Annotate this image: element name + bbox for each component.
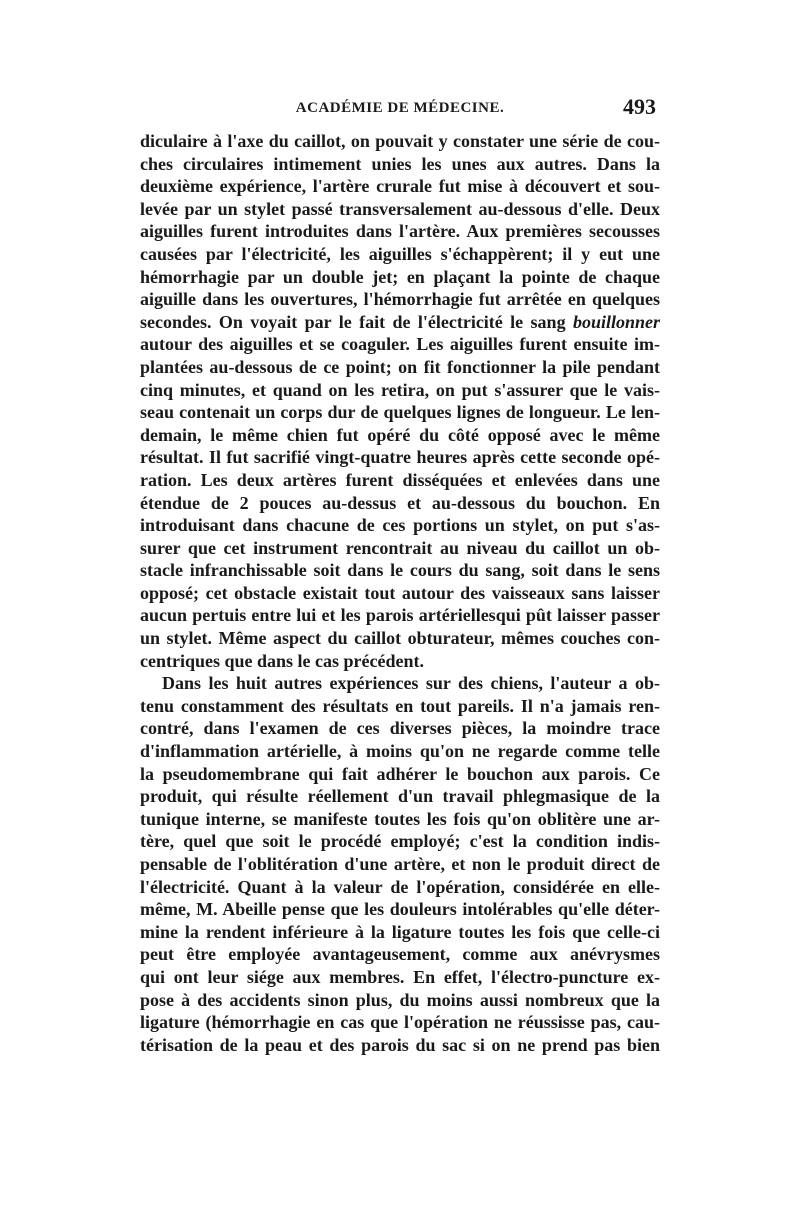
- paragraph: [140, 130, 660, 672]
- text-line: la pseudomembrane qui fait adhérer le bouchon aux parois. Ce: [140, 763, 660, 784]
- text-line: secondes. On voyait par le fait de l'électricité le sang bouillonner: [140, 311, 660, 332]
- text-line: Dans les huit autres expériences sur des chiens, l'auteur a ob-: [162, 673, 660, 694]
- text-line: hémorrhagie par un double jet; en plaçant la pointe de chaque: [140, 266, 660, 287]
- body-text: [140, 130, 660, 1056]
- text-line: pose à des accidents sinon plus, du moins aussi nombreux que la: [140, 989, 660, 1010]
- text-line: aucun pertuis entre lui et les parois artériellesqui pût laisser passer: [140, 605, 660, 626]
- text-line: causées par l'électricité, les aiguilles s'échappèrent; il y eut une: [140, 243, 660, 264]
- paragraph-container: [140, 130, 660, 1056]
- text-line: diculaire à l'axe du caillot, on pouvait y constater une série de cou-: [140, 131, 660, 151]
- text-line: opposé; cet obstacle existait tout autour des vaisseaux sans laisser: [140, 582, 660, 603]
- text-line: térisation de la peau et des parois du sac si on ne prend pas bien: [140, 1034, 660, 1055]
- text-line: tenu constamment des résultats en tout pareils. Il n'a jamais ren-: [140, 695, 660, 716]
- text-line: ration. Les deux artères furent disséquées et enlevées dans une: [140, 469, 660, 490]
- page-number: 493: [623, 94, 656, 119]
- text-line: étendue de 2 pouces au-dessus et au-dessous du bouchon. En: [140, 492, 660, 513]
- text-line: introduisant dans chacune de ces portions un stylet, on put s'as-: [140, 515, 660, 536]
- text-line: ligature (hémorrhagie en cas que l'opération ne réussisse pas, cau-: [140, 1012, 660, 1033]
- running-head: [140, 96, 660, 126]
- text-line: pensable de l'oblitération d'une artère, et non le produit direct de: [140, 854, 660, 874]
- text-line: produit, qui résulte réellement d'un travail phlegmasique de la: [140, 786, 660, 807]
- text-line: levée par un stylet passé transversalement au-dessous d'elle. Deux: [140, 198, 660, 219]
- text-line: mine la rendent inférieure à la ligature toutes les fois que celle-ci: [140, 921, 660, 942]
- text-line: qui ont leur siége aux membres. En effet, l'électro-puncture ex-: [140, 966, 660, 987]
- text-line: ches circulaires intimement unies les unes aux autres. Dans la: [140, 153, 660, 174]
- text-line: stacle infranchissable soit dans le cours du sang, soit dans le sens: [140, 560, 660, 581]
- text-line: surer que cet instrument rencontrait au niveau du caillot un ob-: [140, 537, 660, 558]
- text-line: cinq minutes, et quand on les retira, on put s'assurer que le vais-: [140, 379, 660, 400]
- text-line: même, M. Abeille pense que les douleurs intolérables qu'elle déter-: [140, 899, 660, 920]
- text-line: peut être employée avantageusement, comme aux anévrysmes: [140, 944, 660, 965]
- text-line: tère, quel que soit le procédé employé; c'est la condition indis-: [140, 831, 660, 852]
- text-line: d'inflammation artérielle, à moins qu'on ne regarde comme telle: [140, 741, 660, 762]
- text-line: deuxième expérience, l'artère crurale fut mise à découvert et sou-: [140, 176, 660, 197]
- text-line: aiguilles furent introduites dans l'artère. Aux premières secousses: [140, 221, 660, 242]
- text-line: contré, dans l'examen de ces diverses pièces, la moindre trace: [140, 718, 660, 739]
- paragraph: [140, 672, 660, 1056]
- text-line: l'électricité. Quant à la valeur de l'opération, considérée en elle-: [140, 876, 660, 897]
- text-line: tunique interne, se manifeste toutes les fois qu'on oblitère une ar-: [140, 808, 660, 829]
- text-line: seau contenait un corps dur de quelques lignes de longueur. Le len-: [140, 402, 660, 423]
- text-line: centriques que dans le cas précédent.: [140, 650, 424, 671]
- text-line: un stylet. Même aspect du caillot obturateur, mêmes couches con-: [140, 628, 660, 649]
- text-line: résultat. Il fut sacrifié vingt-quatre heures après cette seconde opé-: [140, 447, 660, 468]
- text-line: autour des aiguilles et se coaguler. Les aiguilles furent ensuite im-: [140, 334, 660, 355]
- text-line: demain, le même chien fut opéré du côté opposé avec le même: [140, 424, 660, 445]
- text-line: aiguille dans les ouvertures, l'hémorrhagie fut arrêtée en quelques: [140, 289, 660, 310]
- text-line: plantées au-dessous de ce point; on fit fonctionner la pile pendant: [140, 356, 660, 377]
- running-title: ACADÉMIE DE MÉDECINE.: [295, 100, 505, 116]
